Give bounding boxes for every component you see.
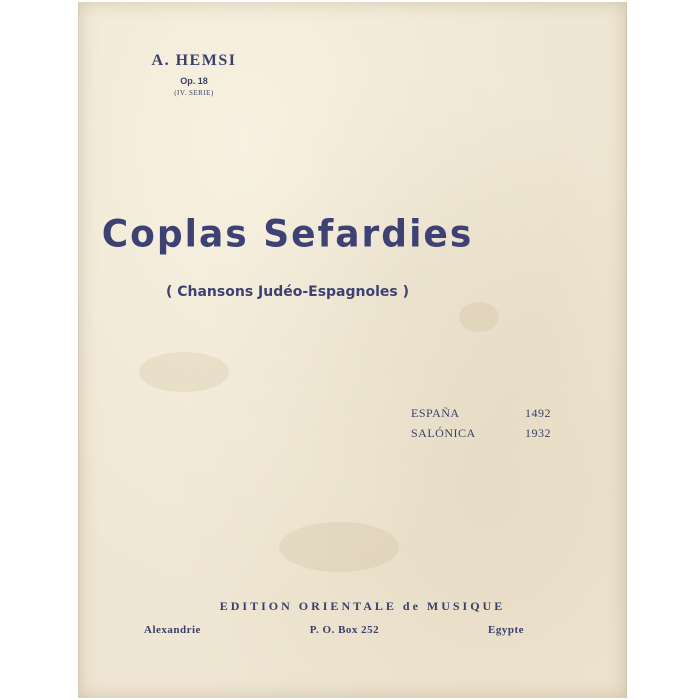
opus-number: Op. 18 — [180, 76, 208, 86]
paper-stain — [139, 352, 229, 392]
sheet-music-cover — [78, 2, 627, 698]
paper-stain — [279, 522, 399, 572]
page-title: Coplas Sefardies — [101, 212, 474, 257]
series-label: (IV. SERIE) — [174, 89, 214, 97]
date-row — [411, 406, 551, 426]
publisher-address — [144, 624, 524, 636]
date-year: 1492 — [525, 406, 551, 420]
dates-block — [411, 406, 551, 446]
publisher-name: EDITION ORIENTALE de MUSIQUE — [219, 599, 506, 613]
address-box: P. O. Box 252 — [309, 624, 380, 636]
composer-name: A. HEMSI — [151, 52, 237, 69]
paper-stain — [459, 302, 499, 332]
date-place: SALÓNICA — [411, 426, 476, 440]
subtitle: ( Chansons Judéo-Espagnoles ) — [165, 284, 410, 300]
date-place: ESPAÑA — [411, 406, 460, 420]
address-city: Alexandrie — [144, 624, 201, 636]
address-country: Egypte — [488, 624, 524, 636]
date-year: 1932 — [525, 426, 551, 440]
date-row — [411, 426, 551, 446]
